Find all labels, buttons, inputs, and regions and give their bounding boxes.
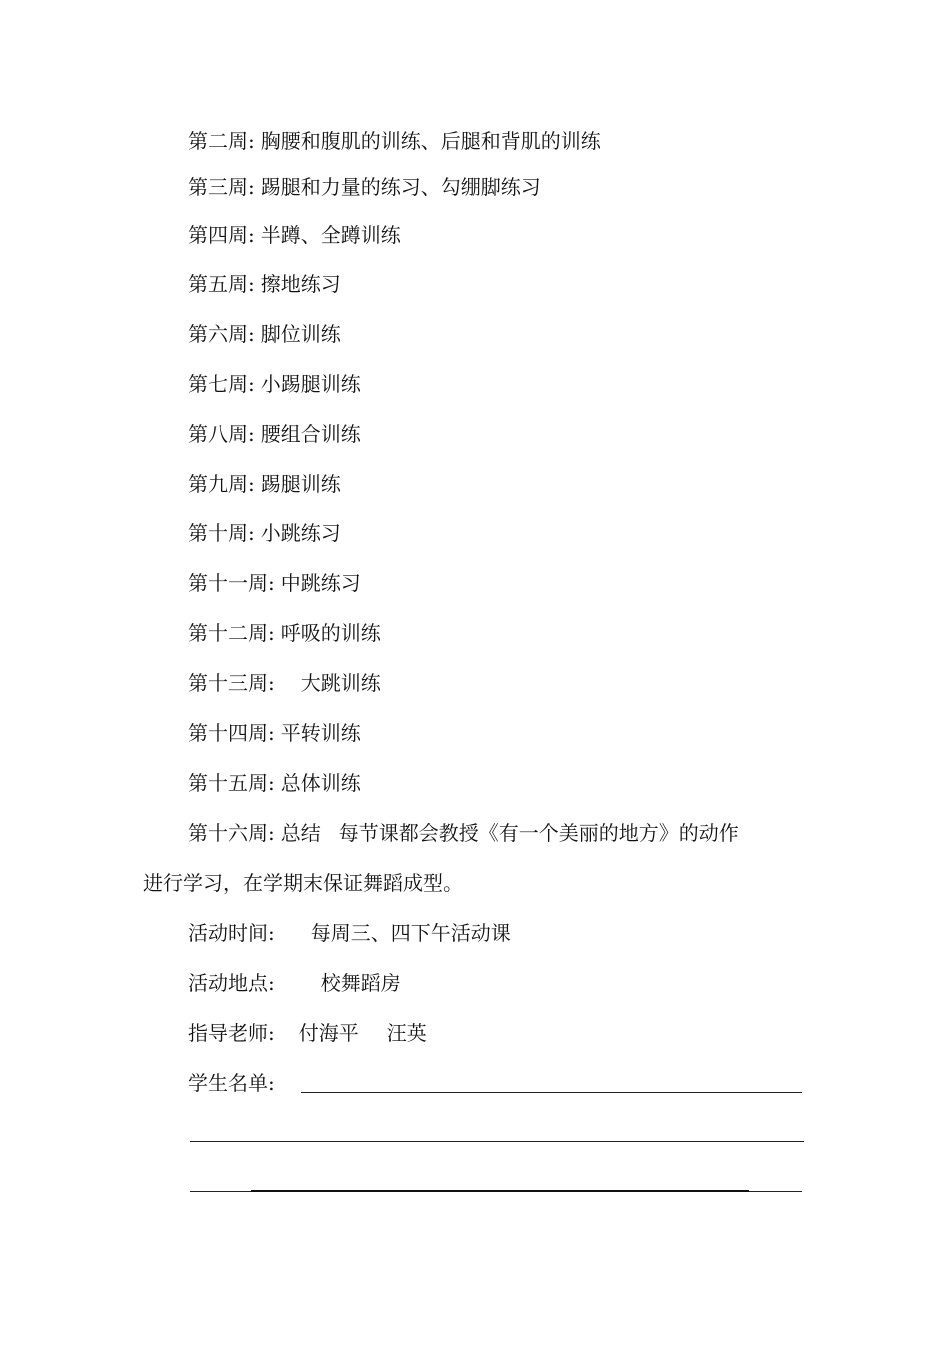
schedule-line-week-9 xyxy=(188,470,341,498)
schedule-line-week-10 xyxy=(188,519,341,547)
week-label: 第十六周: xyxy=(188,821,275,845)
teacher-name-1: 付海平 xyxy=(298,1021,359,1045)
schedule-line-week-14 xyxy=(188,719,361,747)
schedule-line-week-13 xyxy=(188,669,381,697)
week-content: 腰组合训练 xyxy=(260,422,361,446)
schedule-line-week-6 xyxy=(188,320,341,348)
activity-place-value: 校舞蹈房 xyxy=(320,971,401,995)
teacher-line xyxy=(188,1019,427,1047)
week-label: 第十五周: xyxy=(188,771,275,795)
week-label: 第十三周: xyxy=(188,671,275,695)
student-list-underline-1 xyxy=(301,1092,802,1093)
week-content: 踢腿训练 xyxy=(260,472,341,496)
schedule-line-week-16 xyxy=(188,819,739,847)
schedule-line-week-15 xyxy=(188,769,361,797)
week-label: 第四周: xyxy=(188,223,255,247)
week-label: 第九周: xyxy=(188,472,255,496)
week-content: 擦地练习 xyxy=(260,272,341,296)
teacher-label: 指导老师: xyxy=(188,1021,275,1045)
summary-text: 每节课都会教授《有一个美丽的地方》的动作 xyxy=(338,821,739,845)
student-list-underline-3-bold xyxy=(251,1190,749,1192)
schedule-line-week-7 xyxy=(188,370,361,398)
week-content: 脚位训练 xyxy=(260,322,341,346)
students-line xyxy=(188,1069,275,1097)
teacher-name-2: 汪英 xyxy=(386,1021,427,1045)
activity-time-line xyxy=(188,919,511,947)
student-list-underline-2 xyxy=(190,1141,804,1142)
activity-time-label: 活动时间: xyxy=(188,921,275,945)
activity-time-value: 每周三、四下午活动课 xyxy=(310,921,511,945)
week-label: 第二周: xyxy=(188,129,255,153)
week-content: 平转训练 xyxy=(280,721,361,745)
summary-continuation: 进行学习，在学期末保证舞蹈成型。 xyxy=(143,871,463,895)
week-label: 第三周: xyxy=(188,175,255,199)
week-label: 第六周: xyxy=(188,322,255,346)
schedule-line-week-2 xyxy=(188,127,601,155)
week-content: 踢腿和力量的练习、勾绷脚练习 xyxy=(260,175,541,199)
schedule-line-week-8 xyxy=(188,420,361,448)
schedule-line-week-4 xyxy=(188,221,401,249)
week-label: 第八周: xyxy=(188,422,255,446)
week-content: 中跳练习 xyxy=(280,571,361,595)
week-label: 第五周: xyxy=(188,272,255,296)
activity-place-label: 活动地点: xyxy=(188,971,275,995)
activity-place-line xyxy=(188,969,401,997)
week-label: 第十二周: xyxy=(188,621,275,645)
week-content: 小跳练习 xyxy=(260,521,341,545)
week-content: 总体训练 xyxy=(280,771,361,795)
schedule-line-week-11 xyxy=(188,569,361,597)
week-label: 第七周: xyxy=(188,372,255,396)
summary-title: 总结 xyxy=(280,821,321,845)
week-label: 第十周: xyxy=(188,521,255,545)
schedule-line-week-3 xyxy=(188,173,541,201)
week-content: 大跳训练 xyxy=(300,671,381,695)
week-content: 半蹲、全蹲训练 xyxy=(260,223,401,247)
week-content: 呼吸的训练 xyxy=(280,621,381,645)
week-content: 胸腰和腹肌的训练、后腿和背肌的训练 xyxy=(260,129,601,153)
week-label: 第十一周: xyxy=(188,571,275,595)
week-content: 小踢腿训练 xyxy=(260,372,361,396)
schedule-line-week-5 xyxy=(188,270,341,298)
students-label: 学生名单: xyxy=(188,1071,275,1095)
week-label: 第十四周: xyxy=(188,721,275,745)
schedule-line-week-12 xyxy=(188,619,381,647)
